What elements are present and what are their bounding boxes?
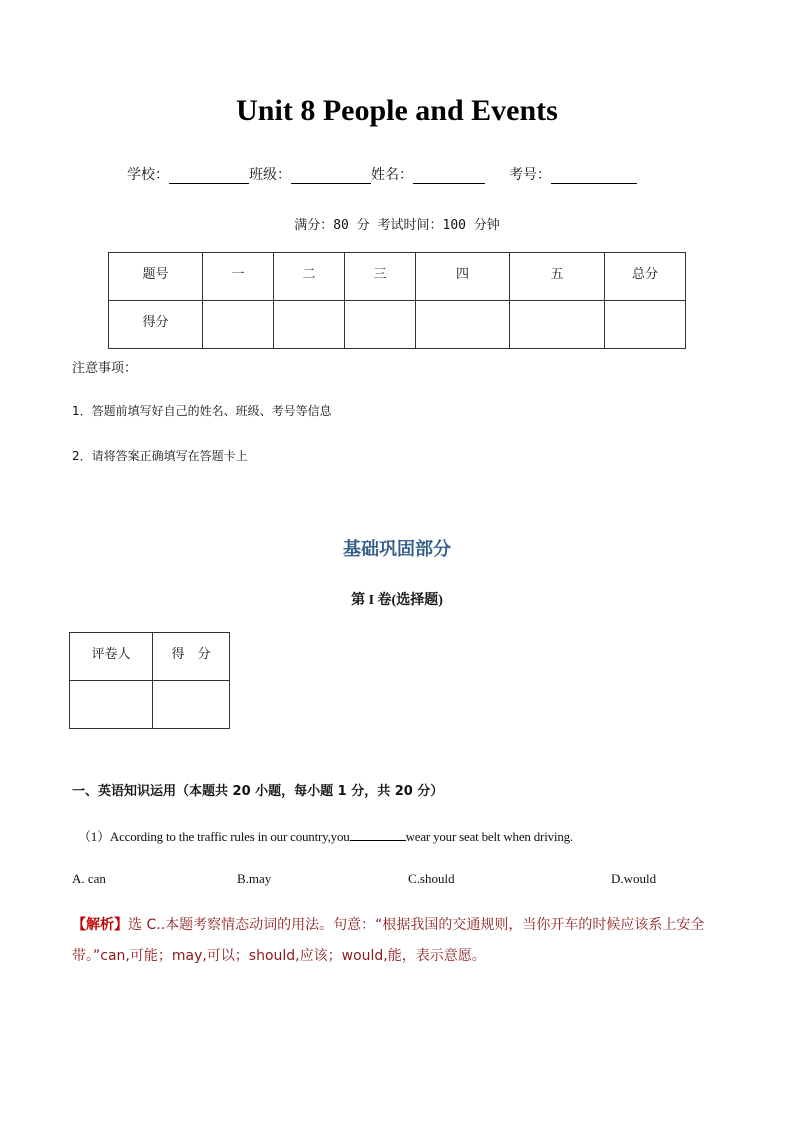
score-table-header: 二 (274, 253, 345, 301)
school-label: 学校： (127, 167, 169, 183)
grader-label: 评卷人 (70, 633, 153, 681)
class-blank (291, 167, 371, 184)
score-cell[interactable] (416, 301, 510, 349)
score-table-header: 五 (510, 253, 605, 301)
class-label: 班级： (249, 167, 291, 183)
exam-meta: 满分：80 分 考试时间：100 分钟 (294, 218, 500, 233)
notes-title: 注意事项： (72, 361, 138, 376)
score-cell[interactable] (345, 301, 416, 349)
exam-number-blank (551, 167, 637, 184)
answer-blank[interactable] (350, 828, 406, 841)
analysis-block (72, 910, 732, 972)
score-table-header: 题号 (109, 253, 203, 301)
volume-heading: 第 I 卷(选择题) (351, 593, 443, 608)
student-info-line (127, 164, 637, 184)
score-table-header: 四 (416, 253, 510, 301)
exam-number-label: 考号： (509, 167, 551, 183)
grader-table (69, 632, 230, 729)
option-d[interactable]: D.would (611, 871, 657, 886)
score-cell[interactable] (203, 301, 274, 349)
school-blank (169, 167, 249, 184)
score-table-header: 总分 (605, 253, 686, 301)
score-cell[interactable] (605, 301, 686, 349)
analysis-text: 选 C..本题考察情态动词的用法。句意：“根据我国的交通规则，当你开车的时候应该系上安全带。”can,可能；may,可以；should,应该；would,能，表示意愿。 (72, 917, 705, 964)
question-stem (78, 826, 573, 845)
score-cell[interactable] (274, 301, 345, 349)
question-stem-start: （1）According to the traffic rules in our country,you (78, 829, 350, 844)
option-c[interactable]: C.should (408, 871, 455, 886)
note-item: 2．请将答案正确填写在答题卡上 (72, 449, 248, 463)
section-heading: 基础巩固部分 (343, 539, 451, 560)
question-stem-end: wear your seat belt when driving. (405, 829, 573, 844)
score-row-label: 得分 (109, 301, 203, 349)
note-item: 1．答题前填写好自己的姓名、班级、考号等信息 (72, 404, 332, 418)
option-b[interactable]: B.may (237, 871, 272, 886)
option-a[interactable]: A. can (72, 871, 106, 886)
document-title: Unit 8 People and Events (236, 94, 558, 127)
name-label: 姓名： (371, 167, 413, 183)
score-table-header: 一 (203, 253, 274, 301)
score-table-header: 三 (345, 253, 416, 301)
score-table (108, 252, 686, 349)
score-cell[interactable] (510, 301, 605, 349)
analysis-tag: 【解析】 (72, 917, 128, 933)
grader-cell[interactable] (70, 681, 153, 729)
grader-score-cell[interactable] (153, 681, 230, 729)
part-heading: 一、英语知识运用（本题共 20 小题，每小题 1 分，共 20 分） (72, 784, 444, 799)
name-blank (413, 167, 485, 184)
grader-score-label: 得 分 (153, 633, 230, 681)
